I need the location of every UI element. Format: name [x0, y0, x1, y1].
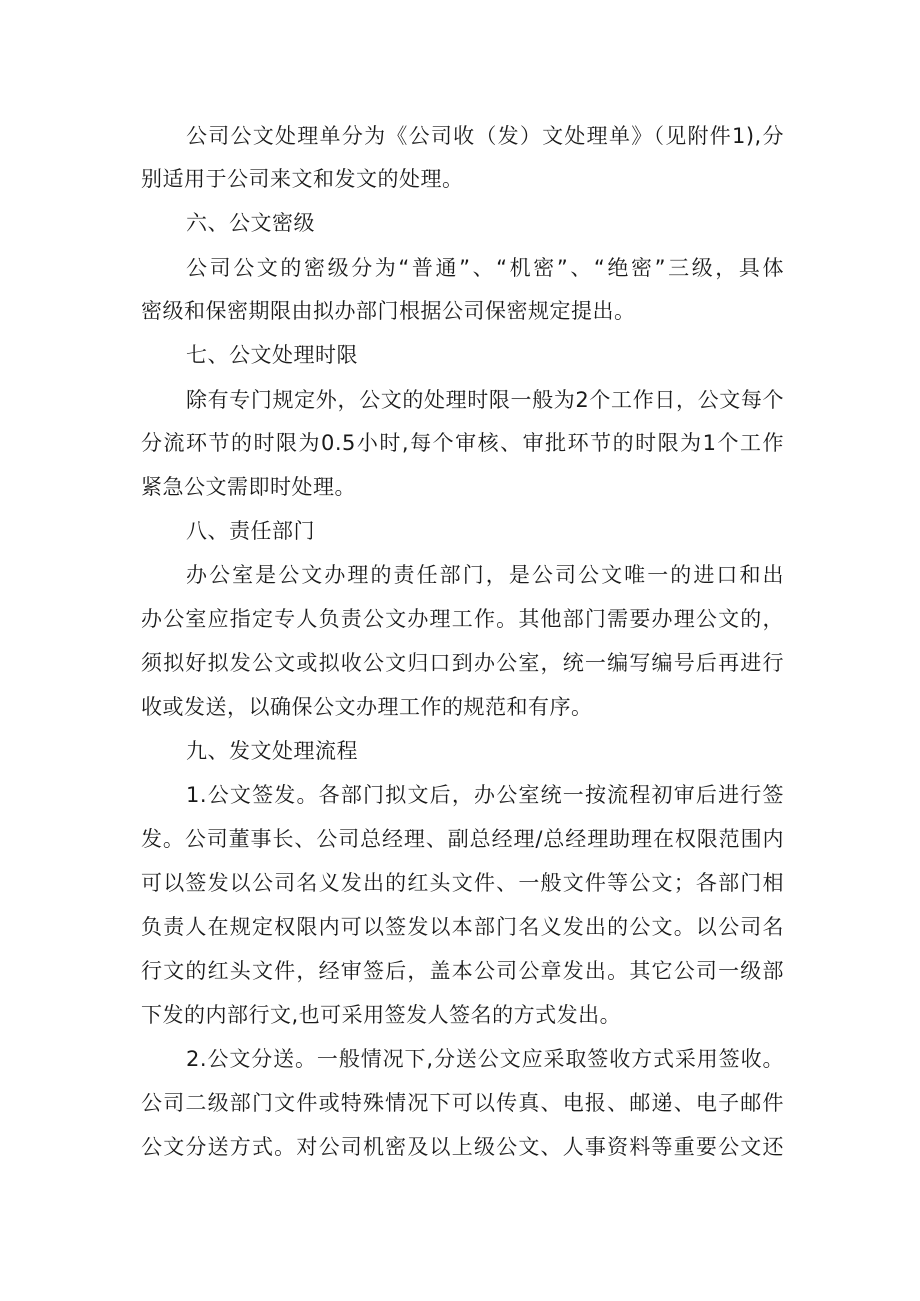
section-heading: 六、公文密级 — [186, 211, 315, 235]
paragraph-line: 行文的红头文件，经审签后，盖本公司公章发出。其它公司一级部 — [141, 959, 784, 983]
paragraph-line: 收或发送，以确保公文办理工作的规范和有序。 — [141, 695, 593, 719]
paragraph-line: 下发的内部行文,也可采用签发人签名的方式发出。 — [141, 1003, 622, 1027]
paragraph-line: 公文分送方式。对公司机密及以上级公文、人事资料等重要公文还 — [141, 1135, 784, 1159]
paragraph-line: 公司二级部门文件或特殊情况下可以传真、电报、邮递、电子邮件 — [141, 1091, 784, 1115]
paragraph-line: 密级和保密期限由拟办部门根据公司保密规定提出。 — [141, 299, 636, 323]
paragraph-line: 1.公文签发。各部门拟文后，办公室统一按流程初审后进行签 — [186, 783, 784, 807]
paragraph-line: 负责人在规定权限内可以签发以本部门名义发出的公文。以公司名 — [141, 915, 784, 939]
paragraph-line: 办公室是公文办理的责任部门，是公司公文唯一的进口和出 — [186, 563, 784, 587]
paragraph-line: 须拟好拟发公文或拟收公文归口到办公室，统一编写编号后再进行 — [141, 651, 784, 675]
paragraph-line: 紧急公文需即时处理。 — [141, 475, 356, 499]
paragraph-line: 除有专门规定外，公文的处理时限一般为2个工作日，公文每个 — [186, 388, 784, 412]
paragraph-line: 分流环节的时限为0.5小时,每个审核、审批环节的时限为1个工作 — [141, 431, 784, 455]
paragraph-line: 2.公文分送。一般情况下,分送公文应采取签收方式采用签收。 — [186, 1047, 784, 1071]
section-heading: 九、发文处理流程 — [186, 739, 358, 763]
paragraph-line: 公司公文处理单分为《公司收（发）文处理单》（见附件1),分 — [186, 124, 784, 148]
paragraph-line: 别适用于公司来文和发文的处理。 — [141, 167, 464, 191]
paragraph-line: 公司公文的密级分为“普通”、“机密”、“绝密”三级，具体 — [186, 256, 784, 280]
paragraph-line: 发。公司董事长、公司总经理、副总经理/总经理助理在权限范围内 — [141, 827, 784, 851]
section-heading: 八、责任部门 — [186, 519, 315, 543]
paragraph-line: 办公室应指定专人负责公文办理工作。其他部门需要办理公文的， — [141, 607, 784, 631]
section-heading: 七、公文处理时限 — [186, 343, 358, 367]
paragraph-line: 可以签发以公司名义发出的红头文件、一般文件等公文；各部门相 — [141, 871, 784, 895]
